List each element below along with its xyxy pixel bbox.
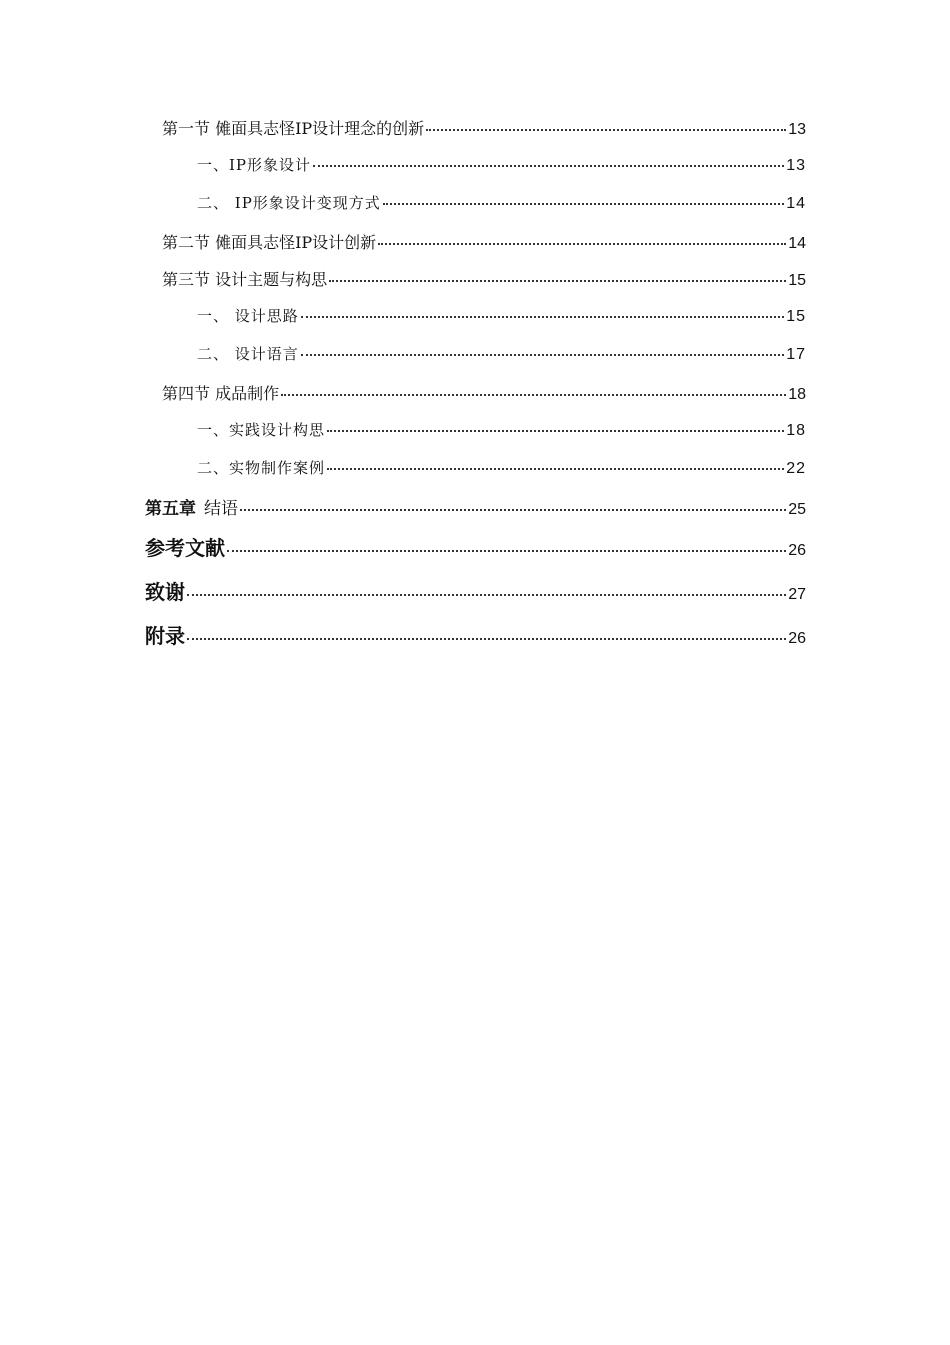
dot-leader [426,129,786,131]
toc-entry-title: 二、 设计语言 [197,345,299,363]
toc-entry-subsection-4-1[interactable] [0,419,950,440]
toc-entry-subsection-1-1[interactable] [0,154,950,175]
toc-entry-title: 第二节 傩面具志怪IP设计创新 [162,233,377,252]
dot-leader [240,509,786,511]
toc-entry-page: 13 [788,121,806,138]
chapter-number: 第五章 [145,499,196,519]
toc-entry-references[interactable] [0,532,950,561]
toc-entry-subsection-4-2[interactable] [0,457,950,478]
toc-entry-subsection-3-2[interactable] [0,343,950,364]
toc-entry-subsection-1-2[interactable] [0,192,950,213]
toc-entry-title: 一、 设计思路 [197,307,299,325]
toc-entry-page: 27 [788,586,806,603]
dot-leader [301,316,784,318]
toc-entry-page: 26 [788,630,806,647]
toc-entry-section-4[interactable] [0,381,950,404]
toc-entry-title: 参考文献 [145,536,225,560]
dot-leader [329,280,786,282]
toc-entry-title: 一、IP形象设计 [197,156,312,174]
toc-entry-page: 22 [786,460,806,477]
dot-leader [313,165,784,167]
toc-entry-section-1[interactable] [0,116,950,139]
toc-entry-title: 第三节 设计主题与构思 [162,270,328,289]
toc-entry-page: 15 [786,308,806,325]
toc-entry-page: 18 [788,386,806,403]
dot-leader [327,468,784,470]
toc-entry-title: 一、实践设计构思 [197,421,326,439]
dot-leader [327,430,784,432]
toc-entry-title: 第一节 傩面具志怪IP设计理念的创新 [162,119,425,138]
toc-entry-page: 13 [786,157,806,174]
toc-entry-appendix[interactable] [0,620,950,649]
toc-entry-subsection-3-1[interactable] [0,305,950,326]
toc-entry-section-2[interactable] [0,230,950,253]
toc-entry-title: 致谢 [145,580,185,604]
toc-entry-title: 第四节 成品制作 [162,384,280,403]
toc-entry-title [145,494,238,519]
dot-leader [383,203,784,205]
toc-entry-page: 17 [786,346,806,363]
toc-entry-page: 14 [786,195,806,212]
toc-entry-page: 15 [788,272,806,289]
toc-entry-page: 26 [788,542,806,559]
toc-entry-acknowledgements[interactable] [0,576,950,605]
dot-leader [378,243,786,245]
toc-entry-section-3[interactable] [0,267,950,290]
dot-leader [187,638,786,640]
chapter-name: 结语 [204,499,238,519]
toc-entry-page: 18 [786,422,806,439]
toc-entry-title: 附录 [145,624,185,648]
dot-leader [227,550,786,552]
toc-entry-title: 二、实物制作案例 [197,459,326,477]
toc-entry-page: 25 [788,501,806,518]
dot-leader [301,354,784,356]
toc-entry-chapter-5[interactable] [0,494,950,519]
toc-entry-page: 14 [788,235,806,252]
dot-leader [281,394,786,396]
dot-leader [187,594,786,596]
toc-entry-title: 二、 IP形象设计变现方式 [197,194,381,212]
